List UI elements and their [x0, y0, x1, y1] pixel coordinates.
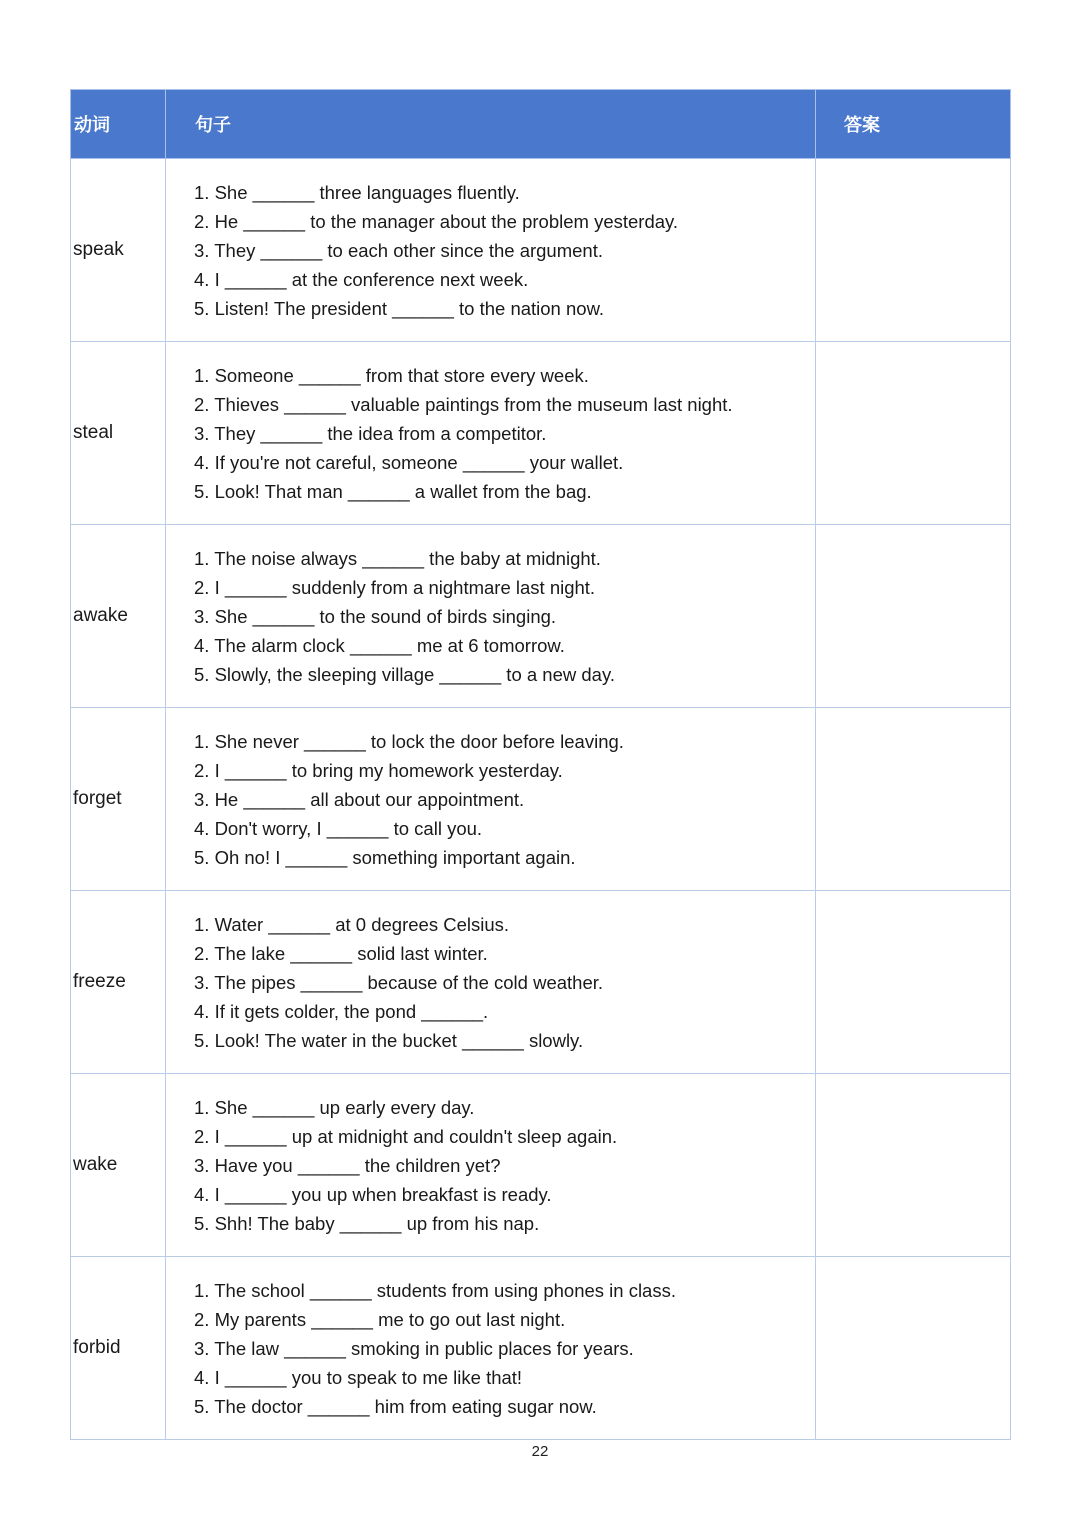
header-row: [71, 90, 1011, 159]
verb-cell: awake: [71, 525, 166, 708]
sentence: 2. My parents ______ me to go out last night.: [194, 1308, 566, 1330]
table-header: [71, 90, 1011, 159]
sentence: 5. Slowly, the sleeping village ______ to a new day.: [194, 663, 615, 685]
sentence: 3. Have you ______ the children yet?: [194, 1154, 501, 1176]
sentence: 3. She ______ to the sound of birds singing.: [194, 605, 557, 627]
sentence: 2. The lake ______ solid last winter.: [194, 942, 488, 964]
sentences-cell: [166, 342, 816, 525]
table-row: [71, 1257, 1011, 1440]
table-row: [71, 708, 1011, 891]
sentence: 4. I ______ you to speak to me like that!: [194, 1366, 523, 1388]
sentence: 4. Don't worry, I ______ to call you.: [194, 817, 483, 839]
sentences-cell: [166, 1074, 816, 1257]
sentence: 5. The doctor ______ him from eating sugar now.: [194, 1395, 597, 1417]
answer-cell[interactable]: [816, 1257, 1011, 1440]
verb-cell: freeze: [71, 891, 166, 1074]
answer-cell[interactable]: [816, 1074, 1011, 1257]
sentence: 3. They ______ the idea from a competitor.: [194, 422, 547, 444]
verb-cell: forbid: [71, 1257, 166, 1440]
table-row: [71, 159, 1011, 342]
answer-cell[interactable]: [816, 342, 1011, 525]
sentences-cell: [166, 891, 816, 1074]
sentence: 4. I ______ at the conference next week.: [194, 268, 529, 290]
sentence: 4. If it gets colder, the pond ______.: [194, 1000, 489, 1022]
sentence: 3. The law ______ smoking in public places for years.: [194, 1337, 634, 1359]
sentences-cell: [166, 1257, 816, 1440]
verb-cell: wake: [71, 1074, 166, 1257]
sentence: 2. He ______ to the manager about the problem yesterday.: [194, 210, 679, 232]
sentence: 5. Shh! The baby ______ up from his nap.: [194, 1212, 540, 1234]
sentence: 4. The alarm clock ______ me at 6 tomorrow.: [194, 634, 565, 656]
sentence: 2. Thieves ______ valuable paintings from the museum last night.: [194, 393, 733, 415]
sentence: 4. If you're not careful, someone ______ your wallet.: [194, 451, 624, 473]
page-number: 22: [531, 1443, 549, 1460]
table-row: [71, 891, 1011, 1074]
sentences-cell: [166, 708, 816, 891]
answer-cell[interactable]: [816, 891, 1011, 1074]
sentence: 4. I ______ you up when breakfast is ready.: [194, 1183, 552, 1205]
verb-exercise-table: [70, 89, 1011, 1440]
sentence: 1. Water ______ at 0 degrees Celsius.: [194, 913, 510, 935]
sentence: 1. She never ______ to lock the door before leaving.: [194, 730, 624, 752]
answer-cell[interactable]: [816, 525, 1011, 708]
sentence: 5. Look! The water in the bucket ______ slowly.: [194, 1029, 584, 1051]
sentences-cell: [166, 159, 816, 342]
sentence: 2. I ______ to bring my homework yesterday.: [194, 759, 563, 781]
answer-cell[interactable]: [816, 708, 1011, 891]
verb-cell: speak: [71, 159, 166, 342]
sentence: 2. I ______ up at midnight and couldn't sleep again.: [194, 1125, 618, 1147]
sentence: 1. The school ______ students from using phones in class.: [194, 1279, 676, 1301]
header-sentence: 句子: [166, 90, 816, 159]
sentence: 1. She ______ up early every day.: [194, 1096, 475, 1118]
sentence: 5. Listen! The president ______ to the nation now.: [194, 297, 605, 319]
sentence: 1. The noise always ______ the baby at midnight.: [194, 547, 601, 569]
verb-cell: forget: [71, 708, 166, 891]
verb-cell: steal: [71, 342, 166, 525]
table-row: [71, 525, 1011, 708]
table-row: [71, 1074, 1011, 1257]
sentence: 3. The pipes ______ because of the cold weather.: [194, 971, 604, 993]
sentence: 5. Look! That man ______ a wallet from the bag.: [194, 480, 592, 502]
sentence: 1. She ______ three languages fluently.: [194, 181, 520, 203]
sentence: 3. They ______ to each other since the argument.: [194, 239, 603, 261]
sentence: 3. He ______ all about our appointment.: [194, 788, 525, 810]
sentences-cell: [166, 525, 816, 708]
table-body: [71, 159, 1011, 1440]
sentence: 2. I ______ suddenly from a nightmare last night.: [194, 576, 596, 598]
header-answer: 答案: [816, 90, 1011, 159]
header-verb: 动词: [71, 90, 166, 159]
table-row: [71, 342, 1011, 525]
sentence: 1. Someone ______ from that store every week.: [194, 364, 589, 386]
answer-cell[interactable]: [816, 159, 1011, 342]
sentence: 5. Oh no! I ______ something important again.: [194, 846, 576, 868]
